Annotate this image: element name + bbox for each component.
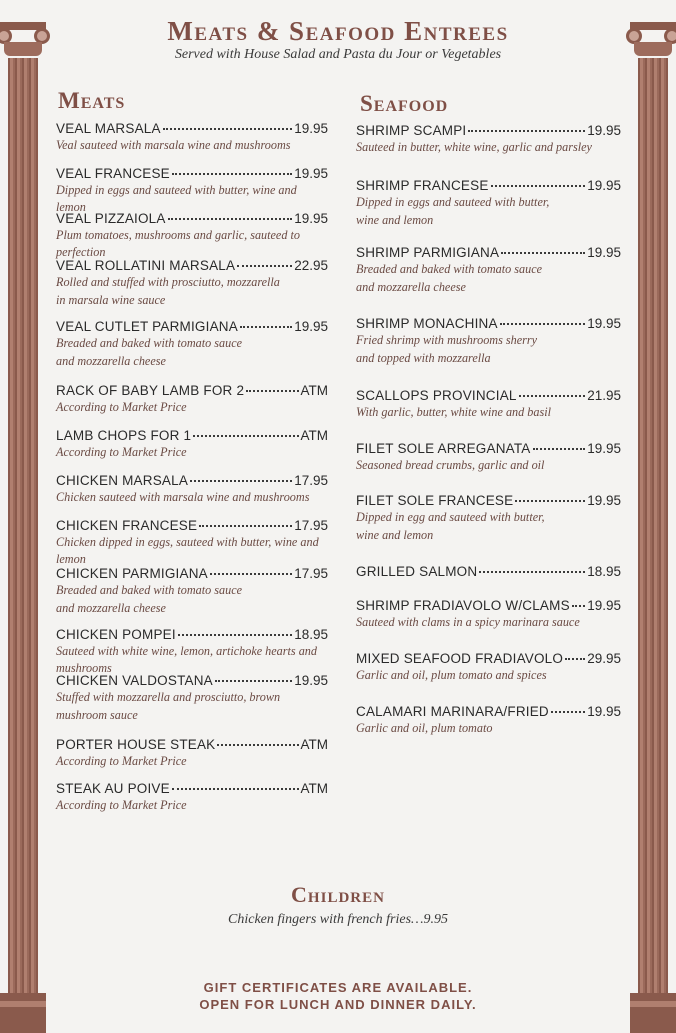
- menu-item-description: Stuffed with mozzarella and prosciutto, brown: [56, 690, 281, 704]
- meats-heading: Meats: [58, 88, 126, 113]
- menu-item-name: FILET SOLE ARREGANATA: [356, 441, 531, 456]
- menu-item-line: [56, 737, 328, 752]
- menu-item-description: Garlic and oil, plum tomato: [356, 721, 493, 735]
- menu-item-name: CHICKEN POMPEI: [56, 627, 176, 642]
- menu-item-line: [356, 388, 621, 403]
- menu-item: [56, 627, 328, 677]
- menu-item: [56, 428, 328, 461]
- menu-item-price: ATM: [300, 781, 328, 796]
- menu-item-description: Rolled and stuffed with prosciutto, mozzarella: [56, 275, 280, 289]
- menu-item-line: [56, 566, 328, 581]
- right-column-ornament: [630, 0, 676, 1033]
- dot-leader: [572, 604, 585, 607]
- menu-item-description: Sauteed with white wine, lemon, artichoke hearts and mushrooms: [56, 644, 317, 675]
- footer-hours: OPEN FOR LUNCH AND DINNER DAILY.: [199, 997, 477, 1012]
- menu-item-price: 17.95: [294, 473, 328, 488]
- menu-item-line: [56, 473, 328, 488]
- menu-item: [56, 673, 328, 724]
- menu-item-description: Fried shrimp with mushrooms sherry: [356, 333, 538, 347]
- menu-item-price: 29.95: [587, 651, 621, 666]
- menu-item-description: wine and lemon: [356, 213, 434, 227]
- footer-gift-certificates: GIFT CERTIFICATES ARE AVAILABLE.: [203, 980, 473, 995]
- left-column-ornament: [0, 0, 46, 1033]
- dot-leader: [468, 129, 585, 132]
- menu-item-name: LAMB CHOPS FOR 1: [56, 428, 192, 443]
- menu-item-line: [356, 704, 621, 719]
- menu-item: [356, 316, 621, 367]
- dot-leader: [519, 394, 586, 397]
- dot-leader: [215, 679, 292, 682]
- dot-leader: [240, 325, 292, 328]
- menu-item-description: Chicken sauteed with marsala wine and mushrooms: [56, 490, 310, 504]
- menu-item-description: According to Market Price: [56, 445, 187, 459]
- menu-item-price: 19.95: [294, 673, 328, 688]
- menu-item-line: [56, 627, 328, 642]
- menu-item-description: and mozzarella cheese: [356, 280, 466, 294]
- menu-item: [56, 566, 328, 617]
- menu-item-price: 19.95: [587, 704, 621, 719]
- menu-item-name: CHICKEN VALDOSTANA: [56, 673, 213, 688]
- menu-item: [56, 737, 328, 770]
- menu-item-description: According to Market Price: [56, 798, 187, 812]
- dot-leader: [210, 572, 292, 575]
- dot-leader: [190, 479, 292, 482]
- menu-item-name: PORTER HOUSE STEAK: [56, 737, 216, 752]
- menu-item-name: VEAL CUTLET PARMIGIANA: [56, 319, 238, 334]
- menu-item-name: STEAK AU POIVE: [56, 781, 170, 796]
- dot-leader: [172, 787, 299, 790]
- menu-item-description: Sauteed with clams in a spicy marinara sauce: [356, 615, 580, 629]
- dot-leader: [237, 264, 292, 267]
- menu-item-line: [56, 319, 328, 334]
- menu-item: [356, 388, 621, 421]
- menu-item-price: 19.95: [294, 166, 328, 181]
- menu-item-name: SHRIMP FRADIAVOLO W/CLAMS: [356, 598, 570, 613]
- menu-item-price: 18.95: [587, 564, 621, 579]
- dot-leader: [533, 447, 586, 450]
- menu-item-price: 19.95: [294, 211, 328, 226]
- menu-item-name: SHRIMP FRANCESE: [356, 178, 489, 193]
- dot-leader: [565, 657, 585, 660]
- menu-item-description: wine and lemon: [356, 528, 434, 542]
- menu-item-name: SHRIMP MONACHINA: [356, 316, 498, 331]
- menu-item: [356, 493, 621, 544]
- menu-item-description: and topped with mozzarella: [356, 351, 491, 365]
- menu-item-description: Seasoned bread crumbs, garlic and oil: [356, 458, 545, 472]
- menu-item-name: FILET SOLE FRANCESE: [356, 493, 514, 508]
- menu-item-name: CHICKEN FRANCESE: [56, 518, 198, 533]
- menu-item-name: GRILLED SALMON: [356, 564, 478, 579]
- menu-item-description: Breaded and baked with tomato sauce: [56, 336, 243, 350]
- menu-item-price: ATM: [300, 428, 328, 443]
- menu-item: [356, 564, 621, 579]
- menu-item: [356, 178, 621, 229]
- menu-item: [356, 245, 621, 296]
- menu-item-name: VEAL ROLLATINI MARSALA: [56, 258, 236, 273]
- menu-item-line: [356, 441, 621, 456]
- menu-item-description: Sauteed in butter, white wine, garlic and parsley: [356, 140, 592, 154]
- menu-item-line: [356, 651, 621, 666]
- menu-item-line: [356, 178, 621, 193]
- menu-item-price: 19.95: [587, 316, 621, 331]
- menu-item: [356, 598, 621, 631]
- menu-item-name: CHICKEN PARMIGIANA: [56, 566, 208, 581]
- menu-item-line: [56, 121, 328, 136]
- menu-item-name: VEAL FRANCESE: [56, 166, 170, 181]
- dot-leader: [551, 710, 585, 713]
- menu-item-description: Breaded and baked with tomato sauce: [56, 583, 243, 597]
- dot-leader: [491, 184, 586, 187]
- menu-item-price: 18.95: [294, 627, 328, 642]
- dot-leader: [500, 322, 585, 325]
- menu-item-name: CALAMARI MARINARA/FRIED: [356, 704, 549, 719]
- menu-item-price: ATM: [300, 737, 328, 752]
- menu-item-price: 19.95: [587, 245, 621, 260]
- dot-leader: [172, 172, 292, 175]
- menu-item-line: [356, 123, 621, 138]
- menu-item: [56, 473, 328, 506]
- menu-item-name: SHRIMP SCAMPI: [356, 123, 467, 138]
- dot-leader: [178, 633, 292, 636]
- menu-item: [356, 651, 621, 684]
- dot-leader: [479, 570, 585, 573]
- menu-item-description: Plum tomatoes, mushrooms and garlic, sauteed to perfection: [56, 228, 300, 259]
- menu-item-description: and mozzarella cheese: [56, 354, 166, 368]
- dot-leader: [501, 251, 585, 254]
- menu-item-name: SCALLOPS PROVINCIAL: [356, 388, 517, 403]
- menu-item-price: 17.95: [294, 518, 328, 533]
- menu-item-description: and mozzarella cheese: [56, 601, 166, 615]
- menu-item-name: VEAL MARSALA: [56, 121, 161, 136]
- menu-item-description: mushroom sauce: [56, 708, 138, 722]
- menu-item: [56, 383, 328, 416]
- menu-item-name: SHRIMP PARMIGIANA: [356, 245, 500, 260]
- menu-item-name: RACK OF BABY LAMB FOR 2: [56, 383, 245, 398]
- menu-item-description: Veal sauteed with marsala wine and mushrooms: [56, 138, 291, 152]
- menu-item-description: Garlic and oil, plum tomato and spices: [356, 668, 547, 682]
- menu-item: [56, 166, 328, 216]
- menu-item-line: [56, 383, 328, 398]
- menu-item-name: VEAL PIZZAIOLA: [56, 211, 166, 226]
- dot-leader: [163, 127, 293, 130]
- menu-item: [56, 258, 328, 309]
- menu-item-price: 19.95: [587, 123, 621, 138]
- menu-item-price: 19.95: [587, 493, 621, 508]
- dot-leader: [515, 499, 585, 502]
- menu-item-description: Dipped in eggs and sauteed with butter, wine and lemon: [56, 183, 297, 214]
- dot-leader: [168, 217, 293, 220]
- menu-item: [56, 211, 328, 261]
- menu-item-line: [56, 258, 328, 273]
- page-subtitle: Served with House Salad and Pasta du Jour or Vegetables: [174, 47, 502, 62]
- menu-item-price: ATM: [300, 383, 328, 398]
- menu-item: [356, 441, 621, 474]
- page-title: Meats & Seafood Entrees: [167, 16, 509, 46]
- menu-item-line: [356, 493, 621, 508]
- menu-item-description: Dipped in eggs and sauteed with butter,: [356, 195, 550, 209]
- menu-item: [56, 518, 328, 568]
- dot-leader: [217, 743, 298, 746]
- menu-item-description: According to Market Price: [56, 754, 187, 768]
- menu-item-line: [356, 316, 621, 331]
- menu-item-price: 22.95: [294, 258, 328, 273]
- menu-item-price: 21.95: [587, 388, 621, 403]
- menu-item-price: 19.95: [587, 178, 621, 193]
- menu-item-description: Chicken dipped in eggs, sauteed with butter, wine and lemon: [56, 535, 319, 566]
- dot-leader: [246, 389, 298, 392]
- children-heading: Children: [291, 882, 385, 907]
- menu-item: [356, 704, 621, 737]
- menu-item-line: [356, 564, 621, 579]
- menu-item-name: CHICKEN MARSALA: [56, 473, 189, 488]
- menu-item-description: Breaded and baked with tomato sauce: [356, 262, 543, 276]
- menu-item-name: MIXED SEAFOOD FRADIAVOLO: [356, 651, 564, 666]
- dot-leader: [193, 434, 298, 437]
- menu-item-line: [56, 211, 328, 226]
- dot-leader: [199, 524, 292, 527]
- menu-item-line: [56, 166, 328, 181]
- menu-item-description: Dipped in egg and sauteed with butter,: [356, 510, 545, 524]
- menu-item: [356, 123, 621, 156]
- children-item: Chicken fingers with french fries…9.95: [228, 912, 448, 927]
- menu-item-line: [356, 245, 621, 260]
- menu-item: [56, 319, 328, 370]
- menu-item: [56, 781, 328, 814]
- menu-item: [56, 121, 328, 154]
- menu-item-price: 17.95: [294, 566, 328, 581]
- menu-item-description: With garlic, butter, white wine and basil: [356, 405, 551, 419]
- menu-item-description: in marsala wine sauce: [56, 293, 166, 307]
- menu-item-price: 19.95: [587, 441, 621, 456]
- menu-item-price: 19.95: [294, 319, 328, 334]
- menu-item-line: [56, 781, 328, 796]
- menu-item-line: [56, 428, 328, 443]
- menu-item-description: According to Market Price: [56, 400, 187, 414]
- menu-item-price: 19.95: [587, 598, 621, 613]
- seafood-heading: Seafood: [360, 91, 449, 116]
- menu-item-line: [56, 673, 328, 688]
- menu-item-line: [56, 518, 328, 533]
- menu-item-price: 19.95: [294, 121, 328, 136]
- menu-item-line: [356, 598, 621, 613]
